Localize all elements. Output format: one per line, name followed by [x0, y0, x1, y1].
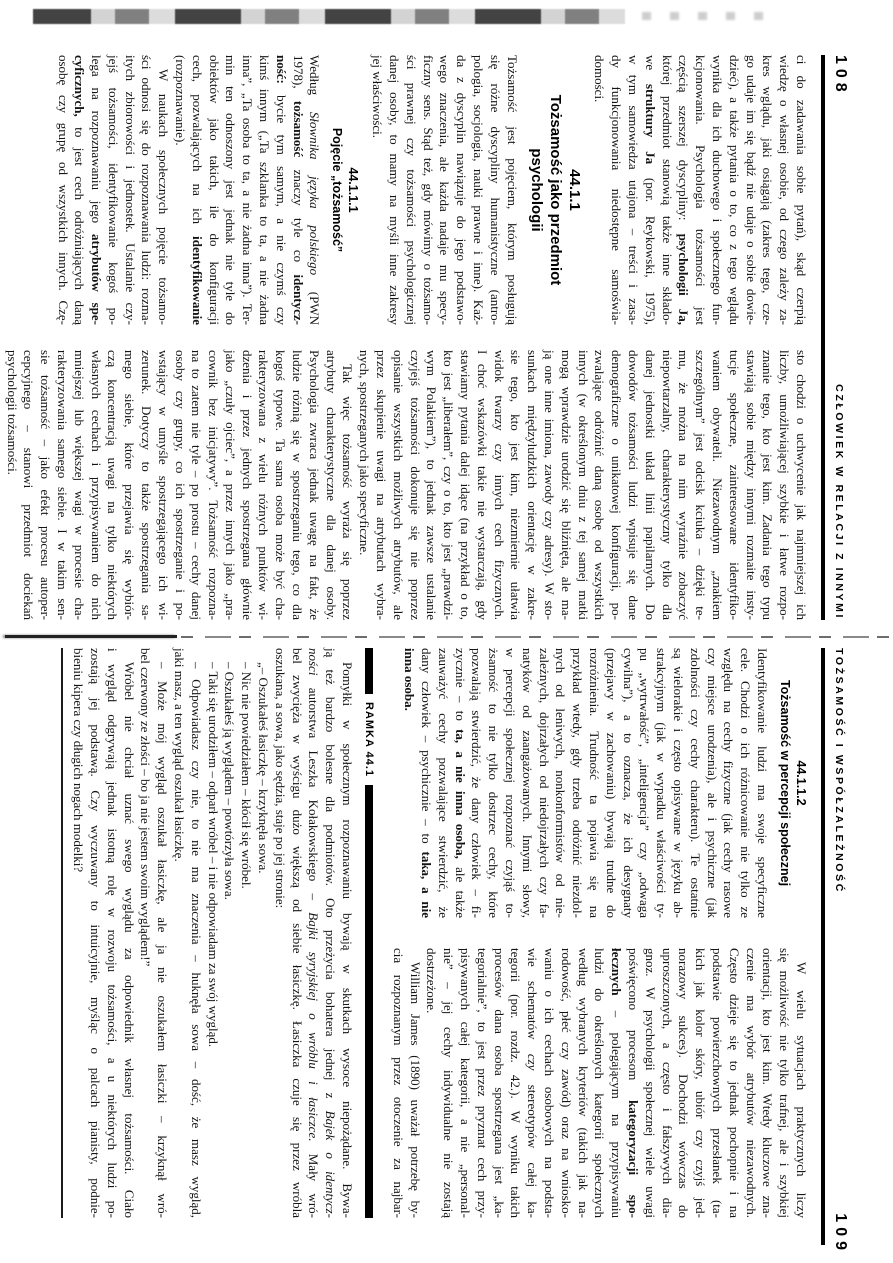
text-line: itych zbiorowości i jednostek. Ustalanie czy- [122, 55, 138, 325]
text-line: częścią szerszej dyscypliny: psychologii Ja, [676, 55, 692, 326]
text-line: Często dzieje się to jednak pochopnie i na [726, 948, 742, 1218]
line-spacer [322, 55, 329, 325]
text-line: wie schematów czy stereotypów całej ka- [525, 948, 541, 1218]
text-line: zdolności czy cechy charakteru). Te ostatnie [687, 648, 703, 918]
text-line: atrybuty charakterystyczne dla danej osoby. [323, 350, 339, 620]
text-line: gnoz. W psychologii społecznej wiele uwagi [642, 948, 658, 1218]
text-line: „– Oszukałeś łasiczkę – krzyknęła sowa. [256, 662, 272, 874]
text-line: domości. [592, 55, 608, 103]
page-number-108: 108 [832, 55, 849, 97]
text-line: Wróbel nie chciał uznać swego wyglądu za odpowiednik własnej tożsamości. Ciało [121, 662, 137, 1218]
text-line: kres wglądu, jaki osiągają (zakres tego, cze- [760, 55, 776, 325]
text-line: Tak więc tożsamość wyraża się poprzez [340, 364, 356, 620]
text-line: cyficznych, to jest cech odróżniających daną [72, 55, 88, 325]
text-line: się różne dyscypliny humanistyczne (antro- [487, 55, 503, 325]
text-line: 1978), tożsamość znaczy tyle co identycz- [290, 55, 306, 325]
text-line: procesów dana osoba spostrzegana jest „ka- [491, 948, 507, 1218]
text-line: podstawie powierzchownych przesłanek (ta- [710, 948, 726, 1218]
ramka-bar-left [365, 648, 373, 694]
text-line: – Może mój wygląd oszukał łasiczkę, ale ja nie oszukałem łasiczki – krzyknął wró- [155, 662, 171, 1218]
text-line: tucje społeczne, zainteresowane identyfiko- [726, 350, 742, 620]
page-109-column-2 [389, 948, 809, 1218]
text-line: przykład wtedy, gdy trzeba odróżnić niezdol- [570, 648, 586, 918]
heading-line: Pojęcie „tożsamość” [330, 127, 345, 253]
text-line: obiektów jako takich, ile do konfiguracji [206, 55, 222, 325]
text-line: Według Słownika języka polskiego (PWN [307, 55, 323, 325]
text-line: ludzi do określonych kategorii społecznych [592, 948, 608, 1218]
text-line: tegorii (por. rozdz. 42.). W wyniku takich [508, 948, 524, 1218]
text-line: dostrzeżone. [424, 948, 440, 1014]
text-line: rakteryzowania samego siebie. I w takim sen- [54, 350, 70, 620]
text-line: pologia, socjologia, nauki prawne i inne). Każ- [471, 55, 487, 325]
text-line: min ten odnoszony jest jednak nie tyle do [223, 55, 239, 325]
text-line: cia rozpoznanym przez otoczenie za najbar- [390, 948, 406, 1218]
line-spacer [361, 55, 368, 325]
text-line: cech, pozwalających na ich identyfikowanie [189, 55, 205, 325]
text-line: ją one inne imiona, zawody czy adresy). W sto- [542, 350, 558, 620]
text-line: ją też bardzo bolesne dla podmiotów. Oto przeżycia bohatera jednej z Bajek o identycz- [323, 648, 339, 1219]
text-line: zależnych, dojrzałych od niedojrzałych czy fa- [536, 648, 552, 918]
text-line: bieniu kipera czy długich nogach modelki? [71, 648, 87, 873]
heading-line: psychologii [527, 148, 545, 232]
text-line: zostają jej podstawą. Czy wyczuwany to intuicyjnie, myśląc o palcach pianisty, podnie- [88, 648, 104, 1218]
text-line: ludzie różnią się w spostrzeganiu tego, co dla [290, 350, 306, 620]
text-line: czy miejsce urodzenia), ale i psychiczne (jak [704, 648, 720, 918]
ramka-body [69, 648, 355, 1218]
text-line: dany człowiek – psychicznie – to taka, a nie [419, 648, 435, 919]
text-line: – Odpowiadasz czy nie, to nie ma znaczenia – huknęła sowa – dość, że masz wygląd, [188, 662, 204, 1218]
text-line: własnych cechach i przypisywaniem do nich [88, 350, 104, 620]
text-line: znanie tego, kto jest kim. Zadania tego typu [760, 350, 776, 620]
text-line: łecznych – polegającym na przypisywaniu [609, 948, 625, 1218]
running-head-108: CZŁOWIEK W RELACJI Z INNYMI [833, 384, 845, 620]
ramka-header [363, 648, 375, 1218]
text-line: rodowość, płeć czy zawód) oraz na wniosko- [558, 948, 574, 1218]
heading-line: Tożsamość w percepcji społecznej [778, 679, 792, 887]
text-line: zauważyć cechy pozwalające stwierdzić, że [435, 648, 451, 918]
text-line: – Nic nie powiedziałem – kłócił się wróbel. [239, 662, 255, 889]
text-line: zycznie – to ta, a nie inna osoba, ale także [452, 648, 468, 918]
text-line: mego siebie, które przejawia się wybiór- [122, 350, 138, 620]
text-line: lega na rozpoznawaniu jego atrybutów spe- [89, 55, 105, 326]
text-line: cywilna”), a to oznacza, że ich desygnaty [620, 648, 636, 918]
text-line: się możliwość nie tylko trafnej, ale i szybkiej [777, 948, 793, 1218]
text-line: ci do zadawania sobie pytań), skąd czerpią [794, 55, 809, 325]
text-line: liczby, umożliwiającej szybkie i łatwe rozpo- [777, 350, 793, 620]
text-line: pisywanych całej kategorii, a nie „personal- [458, 948, 474, 1218]
text-line: szczególnym” jest odcisk kciuka – dzięki te- [693, 350, 709, 620]
text-line: niepowtarzalny, charakterystyczny tylko dla [659, 350, 675, 620]
text-line: poświęcono procesom kategoryzacji spo- [626, 948, 642, 1218]
text-line: innych (w określonym dniu z tej samej matki [575, 350, 591, 620]
text-line: sto chodzi o uchwycenie jak najmniejszej ich [794, 350, 809, 620]
text-line: zwalające odróżnić daną osobę od wszystkich [592, 350, 608, 620]
text-line: kich jak kolor skóry, ubiór czy czyjś jed- [693, 948, 709, 1218]
text-line: uproszczonych, a często i fałszywych dia- [659, 948, 675, 1218]
text-line: dy funkcjonowania niedostępne samoświa- [609, 55, 625, 325]
page-number-109: 109 [832, 1213, 849, 1255]
text-line: rakteryzowana z wielu różnych punktów wi- [256, 350, 272, 620]
ramka-bottom-rule [61, 648, 63, 1218]
text-line: rozróżnienia. Trudność ta pojawia się na [587, 648, 603, 918]
text-line: mu, że można na nim wyraźnie zobaczyć [676, 350, 692, 620]
text-line: kimś innym („Ta szklanka to ta, a nie żadna [257, 55, 273, 325]
text-line: W wielu sytuacjach praktycznych liczy [794, 962, 809, 1218]
text-line: której przedmiot stanowią także inne składo- [659, 55, 675, 325]
text-line: na to zatem nie tyle – po prostu – cechy danej [189, 350, 205, 620]
text-line: czą koncentracją uwagi na tylko niektórych [105, 350, 121, 620]
text-line: ności autorstwa Leszka Kołakowskiego – Bajki syryjskiej o wróblu i łasiczce. Mały wró- [306, 648, 322, 1218]
page-109-column-1 [400, 648, 809, 918]
text-line: czenie ma wybór atrybutów niezawodnych. [743, 948, 759, 1218]
text-line: (przejawy w zachowaniu) bywają trudne do [603, 648, 619, 918]
text-line: kcjonowania. Psychologia tożsamości jest [693, 55, 709, 325]
text-line: jejś tożsamości, identyfikowanie kogoś po- [105, 55, 121, 325]
text-line: norazowy sukces). Dochodzi wówczas do [676, 948, 692, 1218]
text-line: wego znaczenia, ale każda nadaje mu specy- [437, 55, 453, 325]
text-line: (rozpoznawanie). [173, 55, 189, 146]
text-line: kto jest „liberałem”, czy o to, kto jest „prawdzi- [441, 350, 457, 620]
ramka-bar-right [365, 785, 373, 1218]
text-line: ści prawnej czy tożsamości psychologicznej [403, 55, 419, 325]
text-line: w tym samowiedza utajona – treści i zasa- [626, 55, 642, 325]
text-line: w percepcji społecznej rozpoznać czyjąś to- [503, 648, 519, 918]
text-line: waniu o ich cechach osobowych na podsta- [542, 948, 558, 1218]
text-line: tegorialnie”, to jest przez pryzmat cech przy- [474, 948, 490, 1218]
text-line: orientacji, kto jest kim. Wtedy kluczowe zna- [760, 948, 776, 1218]
text-line: jako „czuły ojciec”, a przez innych jako „pra- [222, 350, 238, 620]
text-line: i wygląd odgrywają jednak istotną rolę w rozwoju tożsamości, a u niektórych ludzi po- [104, 648, 120, 1218]
text-line: waniem obywateli. Niezawodnym „znakiem [710, 350, 726, 620]
heading-line: 44.1.1.2 [794, 760, 808, 806]
text-line: dzieć), a także pytania o to, co z tego wglądu [726, 55, 742, 325]
text-line: ficzny sens. Stąd też, gdy mówimy o tożsamo- [420, 55, 436, 325]
text-line: pu „wytrwałość”, „inteligencja” czy „odwaga [637, 648, 653, 918]
text-line: Pomyłki w społecznym rozpoznawaniu bywają w skutkach wysoce niepożądane. Bywa- [340, 662, 355, 1218]
text-line: demograficzne o unikatowej konfiguracji, po- [609, 350, 625, 620]
text-line: mogą wprawdzie urodzić się bliźnięta, ale ma- [558, 350, 574, 620]
text-line: natyków od zaangażowanych. Innymi słowy, [519, 648, 535, 918]
text-line: da z dyscyplin nawiązuje do jego podstawo- [454, 55, 470, 325]
text-line: bel zwycięża w wyścigu dużo większą od siebie łasiczkę. Łasiczka czuje się przez wróbla [289, 648, 305, 1218]
header-rule-108 [821, 55, 825, 620]
text-line: mniejszej lub większej wagi w procesie cha- [71, 350, 87, 620]
text-line: według wybranych kryteriów (takich jak na- [575, 948, 591, 1218]
heading-line: Tożsamość jako przedmiot [546, 94, 564, 286]
text-line: we struktury Ja (por. Reykowski, 1975), [642, 55, 658, 325]
text-line: nie” – jej cechy indywidualne nie zostają [441, 948, 457, 1218]
text-line: cownik bez inicjatywy”. Tożsamość rozpozna- [206, 350, 222, 620]
running-head-109: TOŻSAMOŚĆ I WSPÓŁZALEŻNOŚĆ [833, 648, 845, 894]
text-line: Identyfikowanie ludzi ma swoje specyficzne [755, 648, 770, 918]
text-line: żsamość to nie tylko dostrzec cechy, które [486, 648, 502, 918]
text-line: opisanie wszystkich możliwych atrybutów, ale [390, 350, 406, 620]
text-line: dzenia i przez jednych spostrzegana głównie [239, 350, 255, 620]
text-line: I choć wskazówki takie nie wystarczają, gdy [474, 350, 490, 620]
text-line: strakcyjnym (jak w wypadku właściwości ty- [654, 648, 670, 918]
text-line: wynika dla ich duchowego i społecznego fun- [710, 55, 726, 325]
text-line: stawiają sobie między innymi rozmaite insty- [743, 350, 759, 620]
text-line: Psychologia zwraca jednak uwagę na fakt, że [306, 350, 322, 620]
text-line: zerunek. Dotyczy to także spostrzegania sa- [138, 350, 154, 620]
line-spacer [584, 55, 591, 325]
text-line: – Oszukałeś ją wyglądem – powtórzyła sowa. [222, 662, 238, 900]
text-line: W naukach społecznych pojęcie tożsamo- [156, 69, 172, 325]
text-line: – Taki się urodziłem – odparł wróbel – i nie odpowiadam za swój wygląd. [205, 662, 221, 1048]
header-rule-109 [821, 648, 825, 1245]
text-line: go udaje im się bądź nie udaje o sobie dowie- [743, 55, 759, 325]
heading-line: 44.1.1.1 [346, 167, 361, 213]
text-line: względu na cechy fizyczne (jak cechy rasowe [721, 648, 737, 918]
page-109 [0, 631, 893, 1263]
text-line: przez skupienie uwagi na atrybutach wybra- [374, 350, 390, 620]
text-line: nych, spostrzeganych jako specyficzne. [357, 350, 373, 556]
line-spacer [770, 648, 777, 918]
text-line: inna”, „Ta osoba to ta, a nie żadna inna”). Ter- [240, 55, 256, 325]
text-line: wym Polakiem”), to jednak zawsze ustalanie [424, 350, 440, 620]
text-line: jej właściwości. [370, 55, 386, 139]
text-line: psychologii tożsamości. [4, 350, 20, 475]
text-line: ność: bycie tym samym, a nie czymś czy [273, 55, 289, 325]
ramka-box [61, 648, 375, 1218]
text-line: osoby czy grupy, co ich spostrzeganie i po- [172, 350, 188, 620]
text-line: sunkach międzyludzkich orientację w zakre- [525, 350, 541, 620]
text-line: nych od leniwych, nonkonformistów od nie- [553, 648, 569, 918]
text-line: widok twarzy czy innych cech fizycznych. [491, 350, 507, 620]
text-line: stawiamy pytania dalej idące (na przykład o to, [458, 350, 474, 620]
text-line: pozwalają stwierdzić, że dany człowiek – fi- [469, 648, 485, 918]
text-line: dowodów tożsamości ludzi wpisuje się dane [626, 350, 642, 620]
text-line: kogoś typowe. Ta sama osoba może być cha- [273, 350, 289, 620]
text-line: cele. Chodzi o ich różnicowanie nie tylko ze [738, 648, 754, 918]
text-line: oszukana, a sowa, jako sędzia, staje po jej stronie: [272, 648, 288, 909]
ramka-label: RAMKA 44.1 [363, 702, 375, 777]
text-line: sie tego, kto jest kim, niezmiernie ułatwia [508, 350, 524, 620]
text-line: bel czerwony ze złości – bo ja nie jestem swoim wyglądem!” [138, 648, 154, 967]
page-108-column-1 [54, 55, 809, 325]
text-line: osobę czy grupę od wszystkich innych. Czę- [55, 55, 71, 325]
page-108-column-2 [3, 350, 809, 620]
heading-line: 44.1.1 [565, 169, 583, 211]
text-line: sie tożsamość – jako efekt procesu autoper- [38, 350, 54, 620]
text-line: cepcyjnego – stanowi przedmiot dociekań [21, 350, 37, 620]
line-spacer [520, 55, 527, 325]
text-line: jaki masz, a ten wygląd oszukał łasiczkę. [172, 648, 188, 862]
text-line: czyjejś tożsamości dokonuje się nie poprzez [407, 350, 423, 620]
text-line: danej osoby, to mamy na myśli inne zakresy [387, 55, 403, 325]
text-line: Tożsamość jest pojęciem, którym posługują [504, 55, 520, 325]
page-108 [0, 0, 893, 631]
text-line: wiedzę o własnej osobie, od czego zależy za- [777, 55, 793, 325]
text-line: są wielorakie i często opisywane w języku ab- [671, 648, 687, 918]
text-line: danej jednostki układ linii papilarnych. Do [642, 350, 658, 620]
text-line: ści odnosi się do rozpoznawania ludzi: rozma- [139, 55, 155, 325]
text-line: wstający w umyśle spostrzegającego ich wi- [155, 350, 171, 620]
text-line: William James (1890) uważał potrzebę by- [407, 962, 423, 1218]
text-line: inna osoba. [402, 648, 418, 711]
